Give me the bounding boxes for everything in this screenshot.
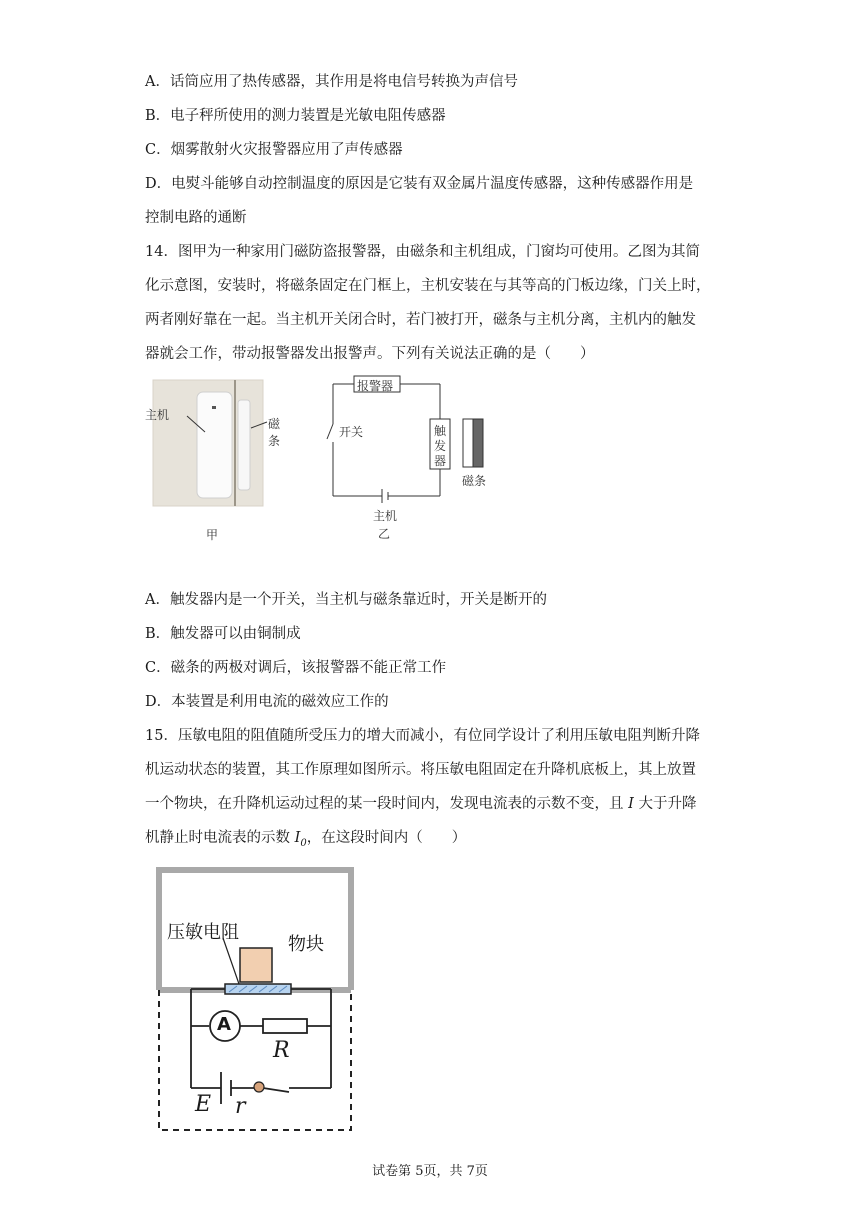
q14-stem-line3: 两者刚好靠在一起。当主机开关闭合时，若门被打开，磁条与主机分离，主机内的触发 [145, 312, 696, 328]
trigger-label-2: 发 [434, 439, 447, 453]
host-label: 主机 [373, 509, 398, 523]
emf-E-label: E [195, 1092, 212, 1117]
var-I: I [628, 796, 634, 812]
alarm-box-label: 报警器 [357, 379, 394, 393]
q13-option-d-cont: 控制电路的通断 [145, 210, 247, 226]
figure-jia [145, 378, 285, 542]
q14-option-a: A．触发器内是一个开关，当主机与磁条靠近时，开关是断开的 [145, 592, 547, 608]
page-footer: 试卷第 5页，共 7页 [372, 1164, 488, 1179]
internal-r-label: r [235, 1094, 246, 1119]
pressure-resistor-label: 压敏电阻 [167, 922, 239, 943]
switch-label: 开关 [339, 425, 364, 439]
q14-stem-line1: 14．图甲为一种家用门磁防盗报警器，由磁条和主机组成，门窗均可使用。乙图为其简 [145, 244, 700, 260]
trigger-label-1: 触 [434, 424, 447, 438]
q13-option-d: D．电熨斗能够自动控制温度的原因是它装有双金属片温度传感器，这种传感器作用是 [145, 176, 694, 192]
q14-stem-line2: 化示意图，安装时，将磁条固定在门框上，主机安装在与其等高的门板边缘，门关上时， [145, 278, 711, 294]
q15-stem-line3 [145, 794, 696, 814]
figure-yi [320, 372, 500, 547]
q14-option-d: D．本装置是利用电流的磁效应工作的 [145, 694, 389, 710]
q15-stem-line2: 机运动状态的装置，其工作原理如图所示。将压敏电阻固定在升降机底板上，其上放置 [145, 762, 696, 778]
label-magnet: 磁条 [268, 417, 281, 448]
q15-stem-line3-text: 一个物块，在升降机运动过程的某一段时间内，发现电流表的示数不变，且 [145, 796, 624, 812]
q14-option-b: B．触发器可以由铜制成 [145, 626, 301, 642]
q14-option-c: C．磁条的两极对调后，该报警器不能正常工作 [145, 660, 447, 676]
q15-stem-line1: 15．压敏电阻的阻值随所受压力的增大而减小，有位同学设计了利用压敏电阻判断升降 [145, 728, 700, 744]
door-alarm-photo [145, 378, 285, 538]
magnet-label: 磁条 [462, 474, 487, 488]
block-label: 物块 [288, 934, 324, 955]
label-host: 主机 [145, 408, 170, 422]
q13-option-a: A．话筒应用了热传感器，其作用是将电信号转换为声信号 [145, 74, 518, 90]
q13-option-b: B．电子秤所使用的测力装置是光敏电阻传感器 [145, 108, 446, 124]
q15-stem-line4-post: ，在这段时间内（ ） [306, 830, 467, 846]
ammeter-label: A [217, 1014, 231, 1035]
var-I0-sub: 0 [300, 837, 307, 849]
caption-jia: 甲 [206, 528, 219, 542]
q13-option-c: C．烟雾散射火灾报警器应用了声传感器 [145, 142, 403, 158]
q15-stem-line3-tail: 大于升降 [638, 796, 697, 812]
caption-yi: 乙 [378, 527, 391, 541]
q15-stem-line4 [145, 828, 466, 854]
trigger-label-3: 器 [434, 454, 447, 468]
q15-stem-line4-pre: 机静止时电流表的示数 [145, 830, 295, 846]
var-I0: I [294, 830, 301, 846]
q14-stem-line4: 器就会工作，带动报警器发出报警声。下列有关说法正确的是（ ） [145, 346, 595, 362]
figure-q15 [155, 866, 360, 1136]
elevator-circuit-diagram [155, 866, 360, 1136]
resistor-R-label: R [273, 1038, 290, 1063]
alarm-circuit-diagram [320, 372, 500, 547]
